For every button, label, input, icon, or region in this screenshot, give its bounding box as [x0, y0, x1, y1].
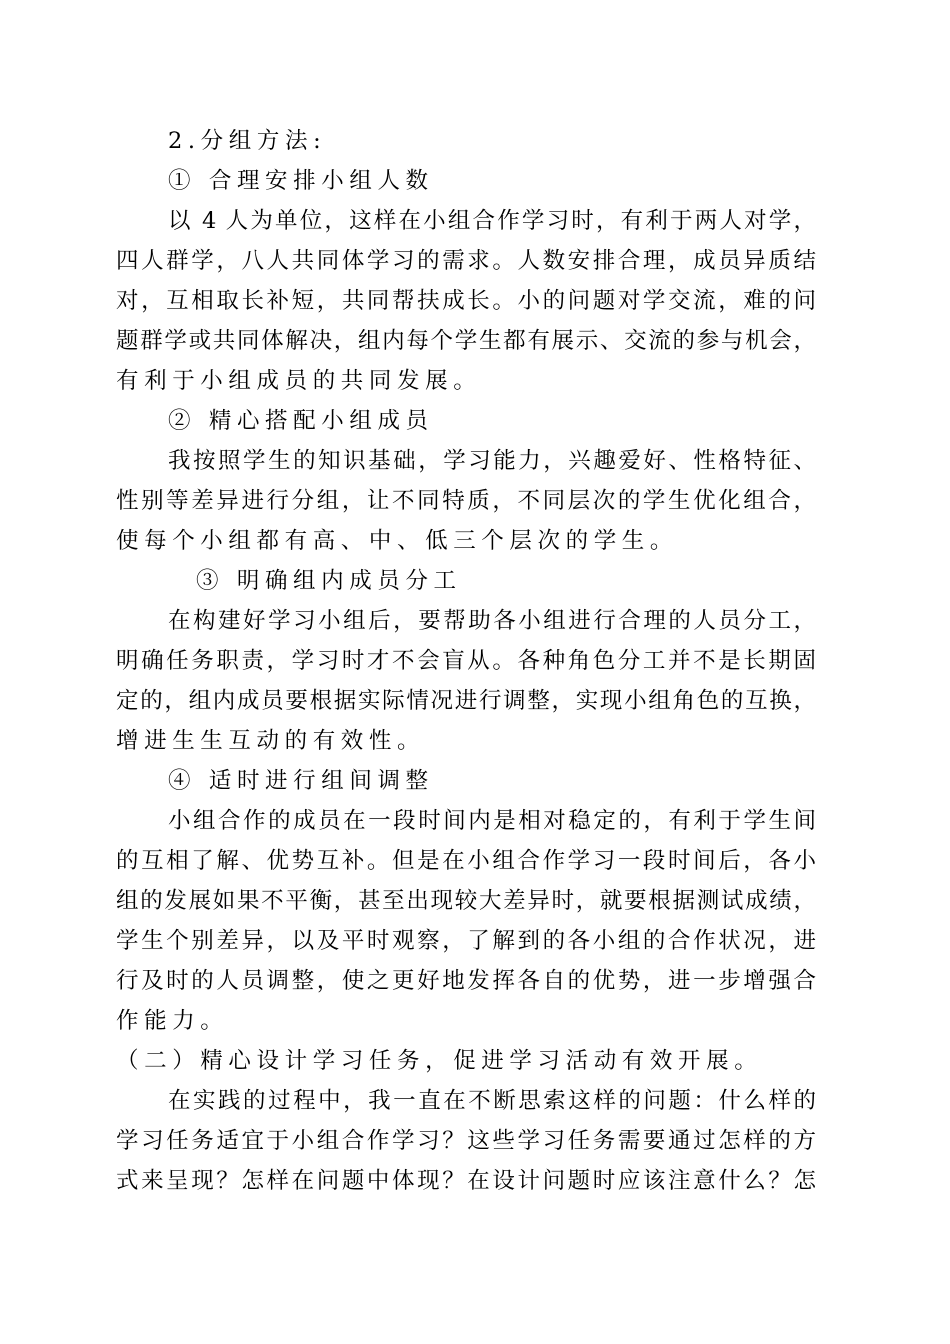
paragraph-line: 对，互相取长补短，共同帮扶成长。小的问题对学交流，难的问: [116, 288, 816, 314]
paragraph-line: 式来呈现？怎样在问题中体现？在设计问题时应该注意什么？怎: [116, 1168, 816, 1194]
section-heading: （二）精心设计学习任务，促进学习活动有效开展。: [116, 1048, 763, 1074]
paragraph-line: 定的，组内成员要根据实际情况进行调整，实现小组角色的互换，: [116, 688, 816, 714]
paragraph-line: 性别等差异进行分组，让不同特质，不同层次的学生优化组合，: [116, 488, 816, 514]
paragraph-line: 组的发展如果不平衡，甚至出现较大差异时，就要根据测试成绩，: [116, 888, 816, 914]
paragraph-line: 学习任务适宜于小组合作学习？这些学习任务需要通过怎样的方: [116, 1128, 816, 1154]
paragraph-line: 行及时的人员调整，使之更好地发挥各自的优势，进一步增强合: [116, 968, 816, 994]
paragraph-line: 学生个别差异，以及平时观察，了解到的各小组的合作状况，进: [116, 928, 816, 954]
paragraph-line: 明确任务职责，学习时才不会盲从。各种角色分工并不是长期固: [116, 648, 816, 674]
paragraph-line: 我按照学生的知识基础，学习能力，兴趣爱好、性格特征、: [168, 448, 816, 474]
paragraph-line: 的互相了解、优势互补。但是在小组合作学习一段时间后，各小: [116, 848, 816, 874]
paragraph-line: 在实践的过程中，我一直在不断思索这样的问题：什么样的: [168, 1088, 816, 1114]
sub-heading: ① 合理安排小组人数: [168, 168, 434, 194]
section-heading: 2.分组方法:: [168, 128, 327, 154]
paragraph-line: 增进生生互动的有效性。: [116, 728, 426, 754]
sub-heading: ③ 明确组内成员分工: [196, 568, 462, 594]
paragraph-line: 题群学或共同体解决，组内每个学生都有展示、交流的参与机会，: [116, 328, 816, 354]
paragraph-line: 小组合作的成员在一段时间内是相对稳定的，有利于学生间: [168, 808, 816, 834]
sub-heading: ② 精心搭配小组成员: [168, 408, 434, 434]
paragraph-line: 有利于小组成员的共同发展。: [116, 368, 482, 394]
paragraph-line: 作能力。: [116, 1008, 229, 1034]
paragraph-line: 使每个小组都有高、中、低三个层次的学生。: [116, 528, 679, 554]
sub-heading: ④ 适时进行组间调整: [168, 768, 434, 794]
paragraph-line: 四人群学，八人共同体学习的需求。人数安排合理，成员异质结: [116, 248, 816, 274]
paragraph-line: 在构建好学习小组后，要帮助各小组进行合理的人员分工，: [168, 608, 816, 634]
paragraph-line: 以 4 人为单位，这样在小组合作学习时，有利于两人对学，: [168, 208, 816, 234]
